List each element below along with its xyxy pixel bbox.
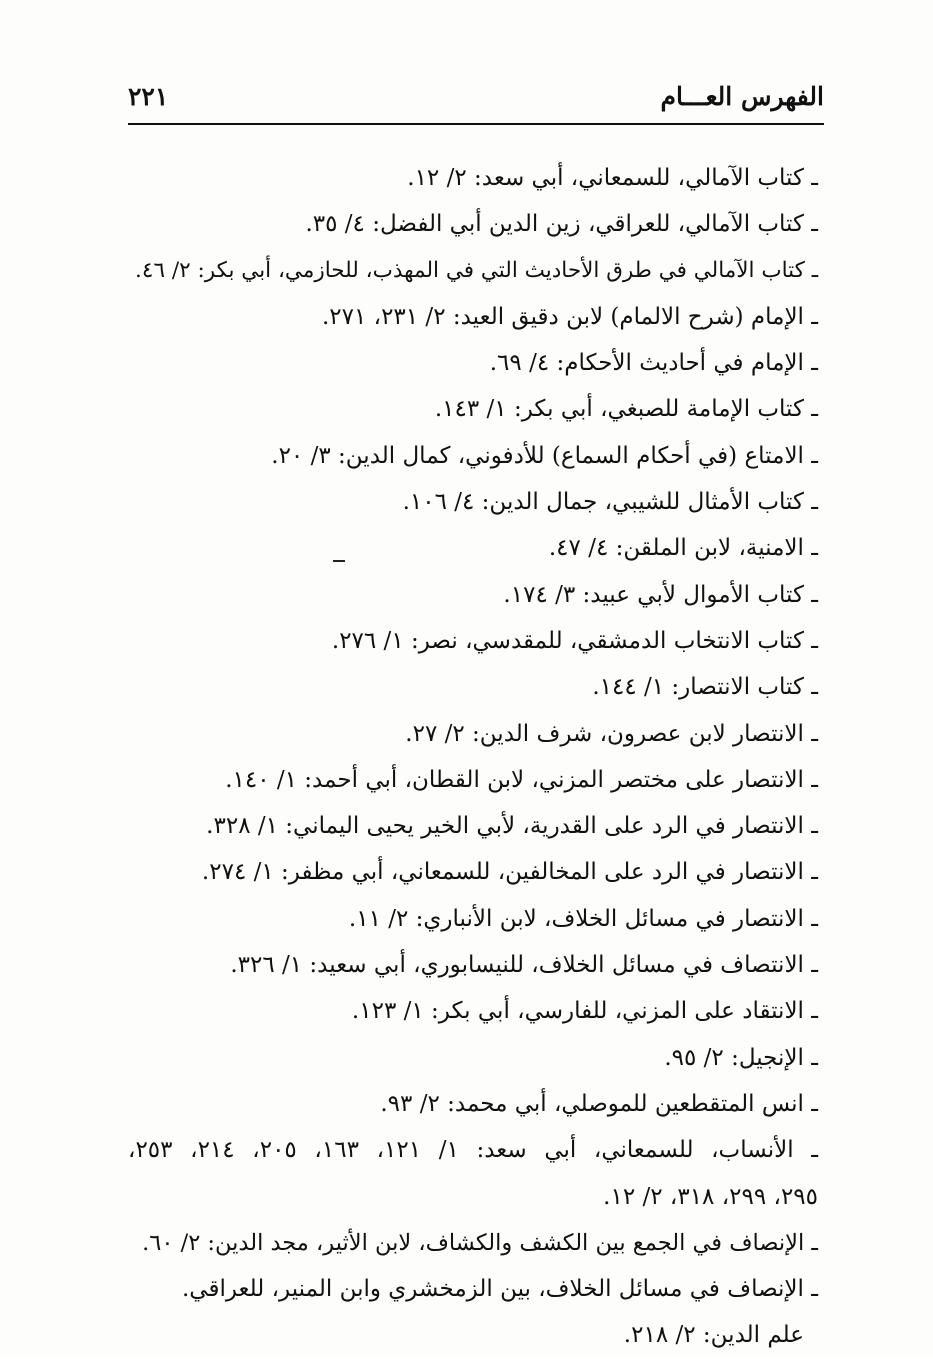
index-entry: ـ الإمام (شرح الالمام) لابن دقيق العيد: ٢/ ٢٣١، ٢٧١. — [321, 303, 818, 330]
index-entry-continuation: ٢٩٥، ٢٩٩، ٣١٨، ٢/ ١٢. — [603, 1183, 818, 1210]
index-entry: ـ كتاب الإمامة للصبغي، أبي بكر: ١/ ١٤٣. — [434, 396, 818, 423]
index-entry: ـ الانتصار لابن عصرون، شرف الدين: ٢/ ٢٧. — [405, 720, 818, 747]
index-entry: ـ الامتاع (في أحكام السماع) للأدفوني، كمال الدين: ٣/ ٢٠. — [271, 442, 818, 469]
index-entry: ـ الانتصار على مختصر المزني، لابن القطان، أبي أحمد: ١/ ١٤٠. — [225, 766, 818, 793]
index-entry: ـ كتاب الانتصار: ١/ ١٤٤. — [592, 674, 818, 701]
index-entry: ـ الإنجيل: ٢/ ٩٥. — [664, 1044, 818, 1071]
index-entry: ـ كتاب الآمالي في طرق الأحاديث التي في المهذب، للحازمي، أبي بكر: ٢/ ٤٦. — [135, 257, 818, 283]
index-entry: ـ الأنساب، للسمعاني، أبي سعد: ١/ ١٢١، ١٦٣، ٢٠٥، ٢١٤، ٢٥٣، — [128, 1137, 819, 1164]
page-header — [128, 78, 824, 118]
header-rule — [128, 123, 824, 125]
page-number: ٢٢١ — [128, 82, 169, 111]
index-entry: ـ الإمام في أحاديث الأحكام: ٤/ ٦٩. — [489, 350, 818, 377]
index-entry: ـ كتاب الآمالي، للسمعاني، أبي سعد: ٢/ ١٢. — [407, 165, 818, 191]
index-entry: ـ الانتصاف في مسائل الخلاف، للنيسابوري، أبي سعيد: ١/ ٣٢٦. — [230, 952, 818, 979]
index-entry-continuation: علم الدين: ٢/ ٢١٨. — [623, 1322, 804, 1349]
index-entries — [128, 155, 818, 1359]
index-entry: ـ انس المتقطعين للموصلي، أبي محمد: ٢/ ٩٣. — [380, 1090, 818, 1117]
running-title: الفهرس العـــام — [660, 82, 824, 111]
index-entry: ـ كتاب الأمثال للشيبي، جمال الدين: ٤/ ١٠٦. — [402, 489, 818, 516]
index-entry: ـ كتاب الانتخاب الدمشقي، للمقدسي، نصر: ١/ ٢٧٦. — [331, 627, 818, 654]
index-entry: ـ الإنصاف في مسائل الخلاف، بين الزمخشري وابن المنير، للعراقي. — [182, 1276, 818, 1303]
index-entry: ـ الانتصار في الرد على القدرية، لأبي الخير يحيى اليماني: ١/ ٣٢٨. — [206, 813, 818, 840]
index-entry: ـ الإنصاف في الجمع بين الكشف والكشاف، لابن الأثير، مجد الدين: ٢/ ٦٠. — [142, 1229, 818, 1256]
index-entry: ـ الانتصار في الرد على المخالفين، للسمعاني، أبي مظفر: ١/ ٢٧٤. — [201, 859, 818, 886]
index-entry: ـ الانتقاد على المزني، للفارسي، أبي بكر: ١/ ١٢٣. — [351, 998, 818, 1025]
index-entry: ـ الانتصار في مسائل الخلاف، لابن الأنباري: ٢/ ١١. — [348, 905, 818, 932]
index-entry: ـ الامنية، لابن الملقن: ٤/ ٤٧. — [548, 535, 818, 562]
index-entry: ـ كتاب الأموال لأبي عبيد: ٣/ ١٧٤. — [503, 581, 818, 608]
index-entry: ـ كتاب الآمالي، للعراقي، زين الدين أبي الفضل: ٤/ ٣٥. — [305, 211, 818, 238]
